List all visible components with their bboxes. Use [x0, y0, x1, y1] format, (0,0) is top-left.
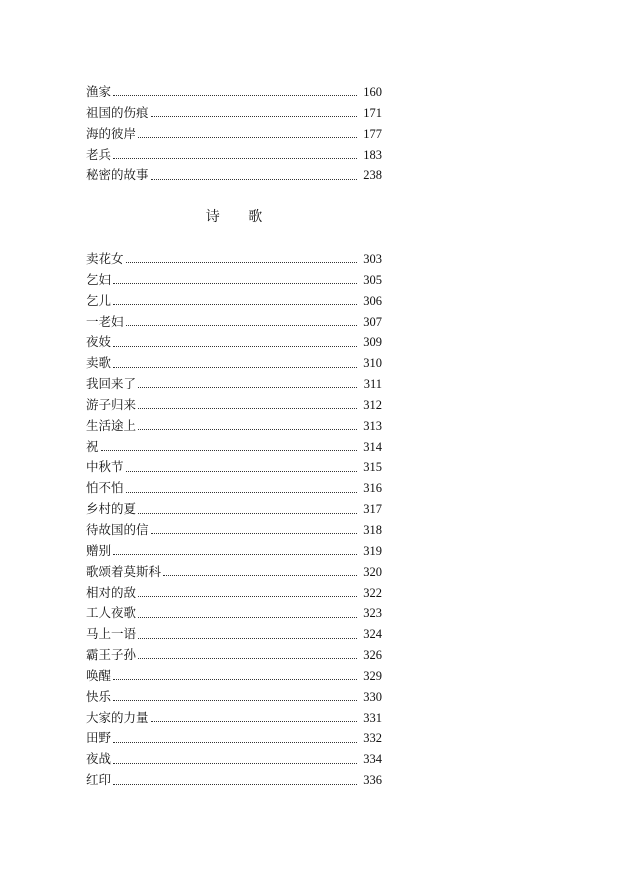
dot-leader — [113, 699, 357, 701]
toc-entry-page: 312 — [363, 397, 382, 412]
toc-entry-title: 祝 — [86, 438, 99, 454]
toc-entry-title: 歌颂着莫斯科 — [86, 563, 162, 579]
toc-entry-page: 326 — [363, 648, 382, 663]
dot-leader — [113, 345, 357, 347]
toc-entry-page: 332 — [363, 731, 382, 746]
toc-entry[interactable] — [86, 145, 382, 166]
toc-entry-title: 渔家 — [86, 84, 112, 99]
toc-entry-title: 生活途上 — [86, 417, 137, 433]
toc-entry-page: 318 — [363, 522, 382, 537]
toc-entry[interactable] — [86, 666, 382, 687]
dot-leader — [138, 407, 357, 409]
dot-leader — [138, 136, 357, 138]
toc-entry-title: 夜妓 — [86, 334, 112, 350]
toc-entry-page: 324 — [363, 627, 382, 642]
dot-leader — [138, 616, 357, 618]
toc-entry-page: 316 — [363, 481, 382, 496]
toc-entry-page: 160 — [363, 85, 382, 99]
toc-entry-page: 329 — [363, 668, 382, 683]
dot-leader — [113, 282, 357, 284]
toc-entry-page: 310 — [363, 356, 382, 371]
toc-entry-page: 307 — [363, 314, 382, 329]
toc-entry[interactable] — [86, 562, 382, 583]
dot-leader — [151, 178, 357, 180]
toc-entry-title: 我回来了 — [86, 376, 137, 392]
toc-entry[interactable] — [86, 291, 382, 312]
dot-leader — [113, 678, 357, 680]
dot-leader — [113, 762, 357, 764]
toc-entry-title: 待故国的信 — [86, 521, 149, 537]
dot-leader — [113, 553, 357, 555]
toc-entry-page: 317 — [363, 502, 382, 517]
toc-entry[interactable] — [86, 332, 382, 353]
dot-leader — [126, 324, 357, 326]
toc-entry-page: 183 — [363, 147, 382, 162]
toc-entry[interactable] — [86, 520, 382, 541]
toc-entry-page: 314 — [363, 439, 382, 454]
toc-entry[interactable] — [86, 687, 382, 708]
toc-entry-title: 赠别 — [86, 542, 112, 558]
toc-entry-title: 唤醒 — [86, 667, 112, 683]
toc-entry-page: 303 — [363, 252, 382, 266]
toc-entry-page: 238 — [363, 168, 382, 183]
toc-entry[interactable] — [86, 708, 382, 729]
toc-entry-title: 快乐 — [86, 688, 112, 704]
toc-entry-page: 331 — [363, 710, 382, 725]
toc-entry-title: 怕不怕 — [86, 480, 124, 496]
toc-entry-title: 大家的力量 — [86, 709, 149, 725]
toc-entry[interactable] — [86, 124, 382, 145]
toc-entry-page: 334 — [363, 752, 382, 767]
toc-entry-title: 秘密的故事 — [86, 167, 149, 183]
dot-leader — [138, 637, 357, 639]
dot-leader — [151, 532, 357, 534]
toc-entry-page: 336 — [363, 773, 382, 788]
dot-leader — [113, 303, 357, 305]
toc-entry[interactable] — [86, 478, 382, 499]
toc-entry[interactable] — [86, 395, 382, 416]
dot-leader — [113, 741, 357, 743]
toc-entry-title: 乞儿 — [86, 292, 112, 308]
toc-entry[interactable] — [86, 645, 382, 666]
toc-entry-title: 祖国的伤痕 — [86, 104, 149, 120]
toc-entry[interactable] — [86, 603, 382, 624]
toc-entry-page: 330 — [363, 689, 382, 704]
toc-entry-title: 乞妇 — [86, 271, 112, 287]
dot-leader — [113, 783, 357, 785]
toc-entry-title: 工人夜歌 — [86, 605, 137, 621]
toc-entry[interactable] — [86, 749, 382, 770]
toc-entry-title: 海的彼岸 — [86, 125, 137, 141]
toc-entry[interactable] — [86, 374, 382, 395]
toc-entry-title: 游子归来 — [86, 396, 137, 412]
dot-leader — [113, 94, 357, 96]
toc-entry[interactable] — [86, 770, 382, 791]
dot-leader — [113, 157, 357, 159]
toc-entry-title: 卖花女 — [86, 251, 124, 266]
dot-leader — [138, 386, 357, 388]
toc-entry-title: 田野 — [86, 730, 112, 746]
dot-leader — [113, 366, 357, 368]
dot-leader — [138, 657, 357, 659]
toc-entry-page: 320 — [363, 564, 382, 579]
toc-entry-title: 夜战 — [86, 751, 112, 767]
toc-entry-title: 霸王子孙 — [86, 647, 137, 663]
toc-entry-page: 313 — [363, 418, 382, 433]
toc-entry-page: 323 — [363, 606, 382, 621]
toc-entry[interactable] — [86, 103, 382, 124]
toc-entry[interactable] — [86, 728, 382, 749]
toc-entry-title: 一老妇 — [86, 313, 124, 329]
toc-entry-page: 322 — [363, 585, 382, 600]
toc-entry-title: 乡村的夏 — [86, 501, 137, 517]
toc-entry-title: 卖歌 — [86, 355, 112, 371]
toc-entry[interactable] — [86, 82, 382, 103]
toc-entry[interactable] — [86, 312, 382, 333]
dot-leader — [126, 491, 357, 493]
toc-entry-page: 177 — [363, 126, 382, 141]
toc-entry[interactable] — [86, 437, 382, 458]
toc-entry-page: 319 — [363, 543, 382, 558]
toc-entry[interactable] — [86, 541, 382, 562]
dot-leader — [138, 428, 357, 430]
prose-toc-list — [86, 82, 382, 186]
toc-entry-title: 红印 — [86, 772, 112, 788]
toc-entry-page: 306 — [363, 293, 382, 308]
toc-entry-page: 315 — [363, 460, 382, 475]
toc-entry-title: 老兵 — [86, 146, 112, 162]
dot-leader — [138, 595, 357, 597]
toc-entry[interactable] — [86, 165, 382, 186]
toc-entry[interactable] — [86, 457, 382, 478]
dot-leader — [126, 261, 357, 263]
toc-entry[interactable] — [86, 624, 382, 645]
toc-entry[interactable] — [86, 583, 382, 604]
poetry-toc-list — [86, 249, 382, 791]
toc-entry[interactable] — [86, 499, 382, 520]
dot-leader — [163, 574, 357, 576]
dot-leader — [126, 470, 357, 472]
toc-entry[interactable] — [86, 270, 382, 291]
toc-entry-page: 305 — [363, 272, 382, 287]
toc-entry-title: 马上一语 — [86, 626, 137, 642]
toc-entry-page: 309 — [363, 335, 382, 350]
dot-leader — [138, 512, 357, 514]
toc-entry-title: 中秋节 — [86, 459, 124, 475]
toc-entry-title: 相对的敌 — [86, 584, 137, 600]
dot-leader — [151, 115, 357, 117]
toc-entry[interactable] — [86, 249, 382, 270]
dot-leader — [101, 449, 357, 451]
toc-entry[interactable] — [86, 353, 382, 374]
toc-entry-page: 311 — [363, 377, 382, 392]
toc-entry-page: 171 — [363, 105, 382, 120]
dot-leader — [151, 720, 357, 722]
poetry-section-heading: 诗 歌 — [205, 209, 275, 225]
toc-entry[interactable] — [86, 416, 382, 437]
